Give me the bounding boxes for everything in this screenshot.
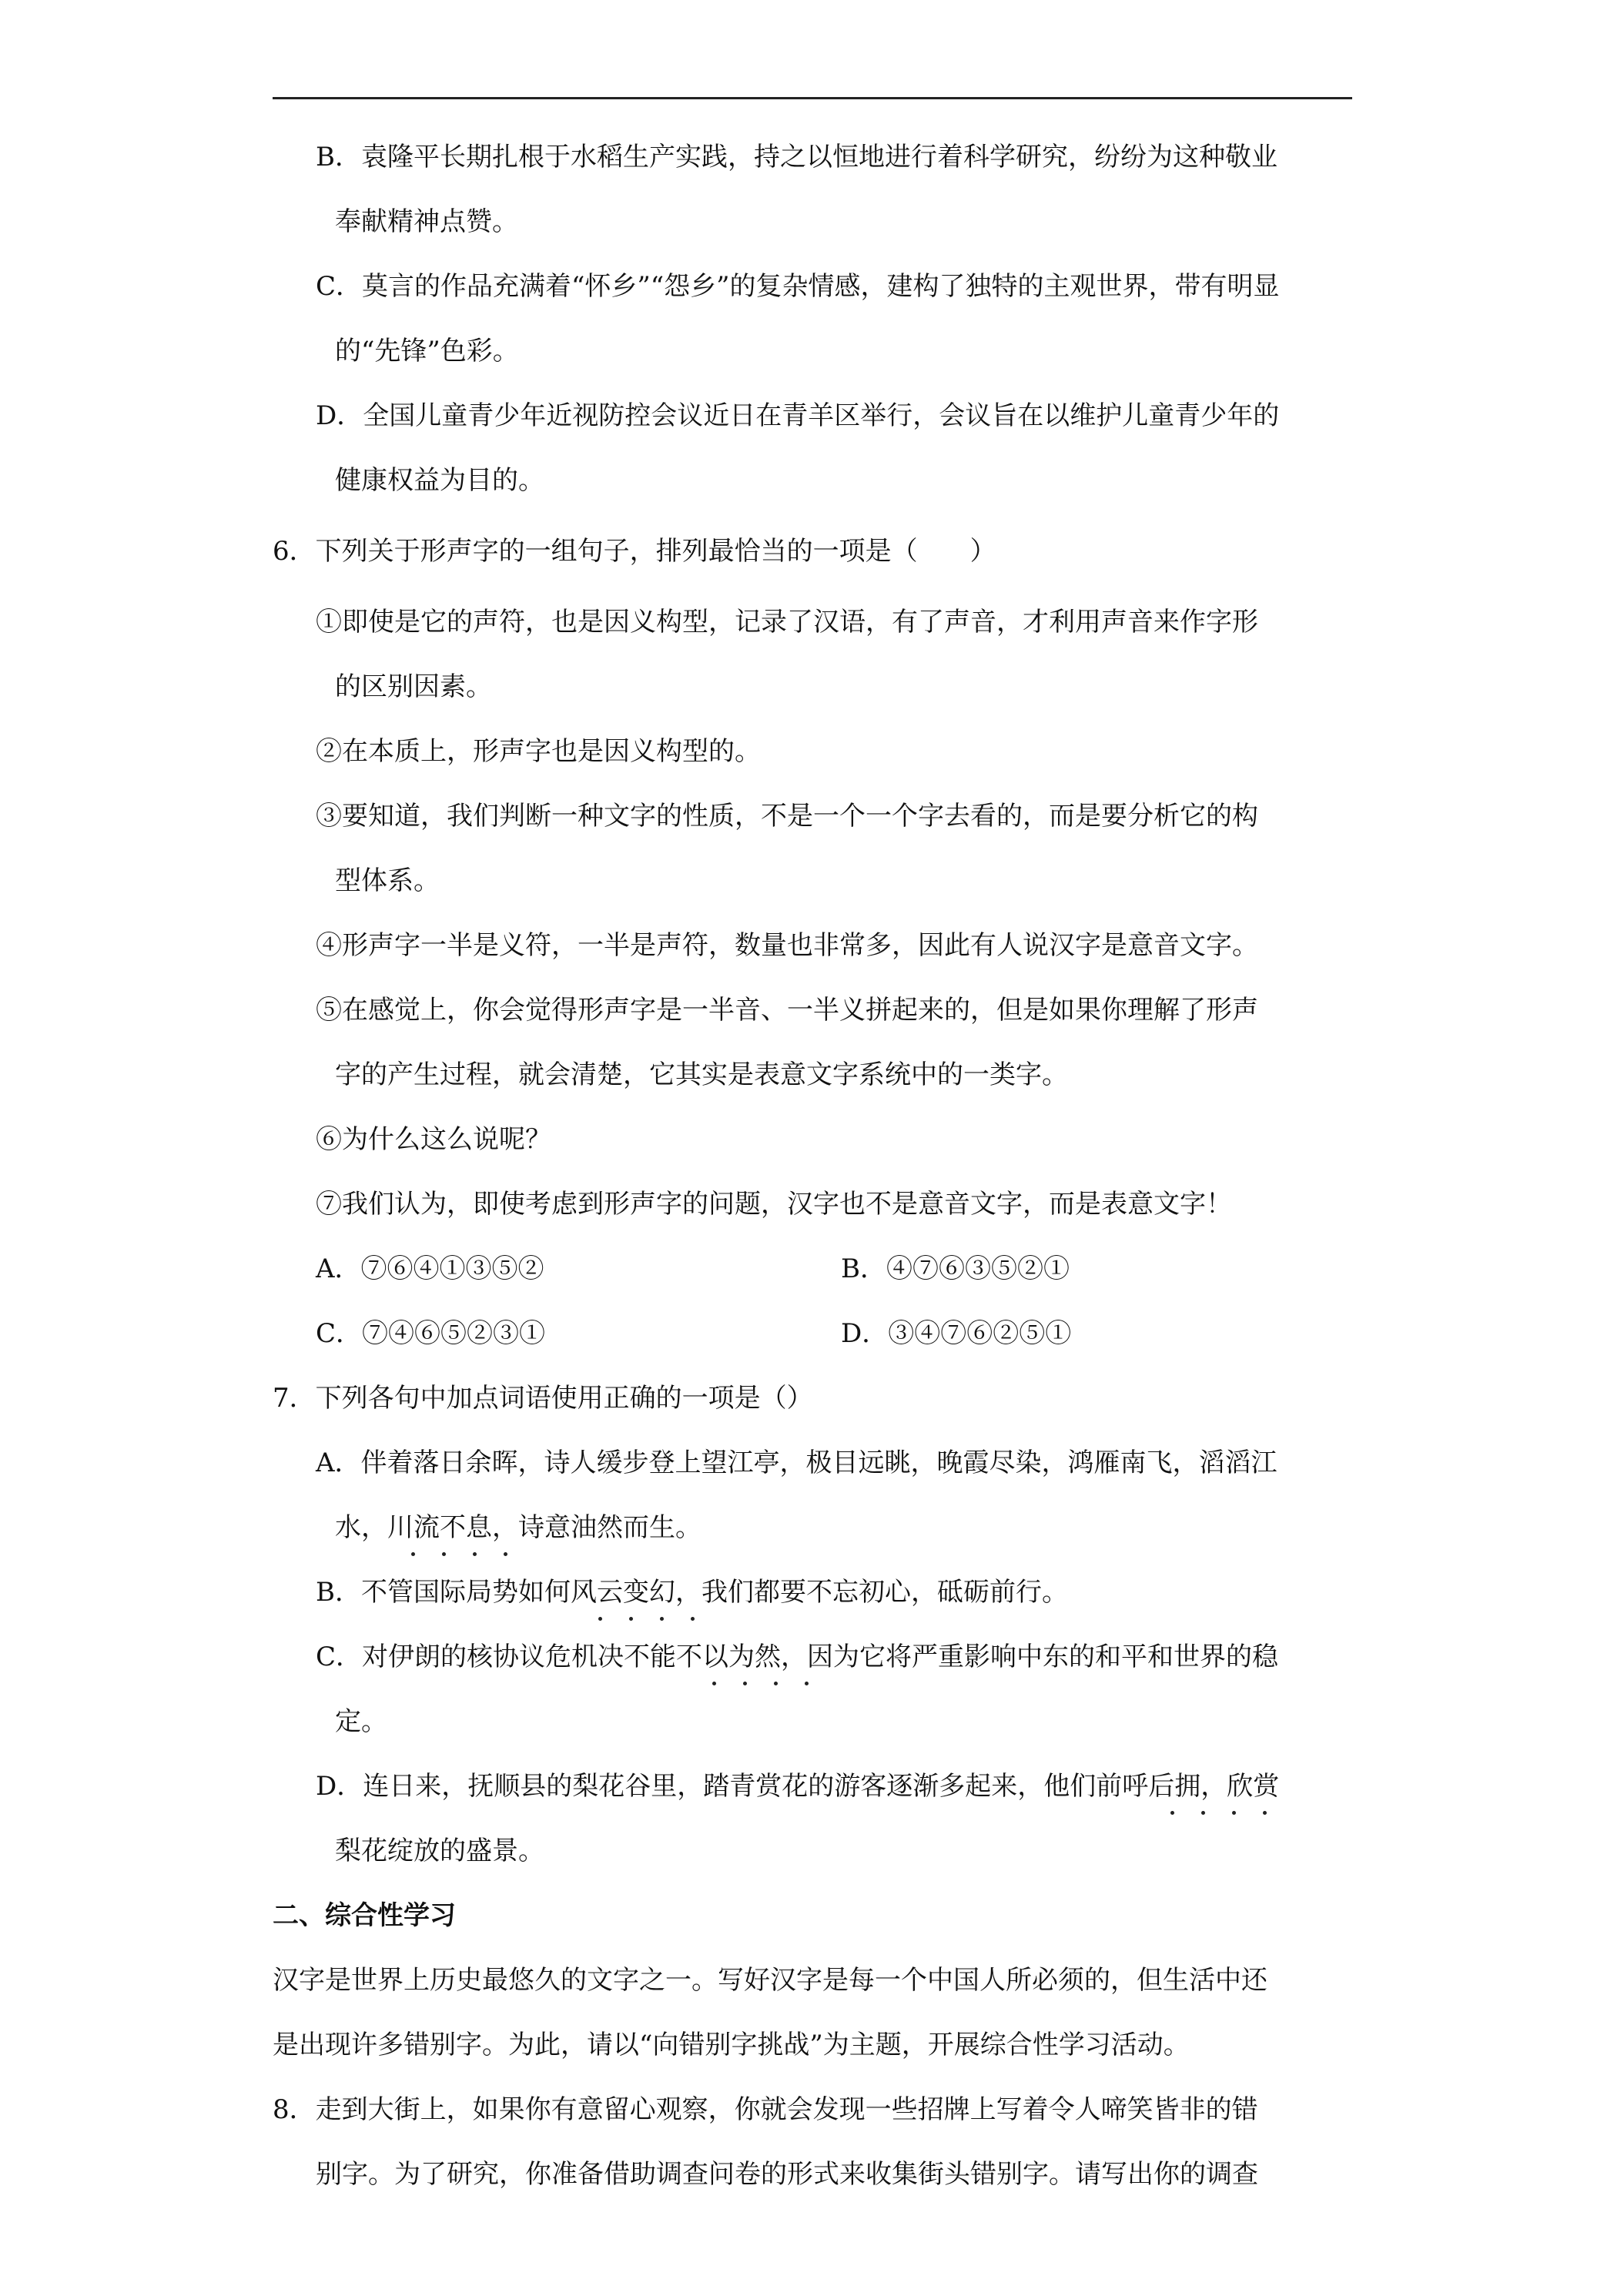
q6-sentence-2: ②在本质上，形声字也是因义构型的。 [316,736,761,767]
q5-option-b-line2: 奉献精神点赞。 [335,206,518,237]
section-2-intro-line1: 汉字是世界上历史最悠久的文字之一。写好汉字是每一个中国人所必须的，但生活中还 [273,1965,1267,1996]
header-rule [273,97,1352,99]
emphasis-dots-a [400,1552,523,1560]
emphasis-dots-b [587,1617,710,1625]
q6-option-b: B．④⑦⑥③⑤②① [841,1253,1070,1284]
q6-sentence-5-line1: ⑤在感觉上，你会觉得形声字是一半音、一半义拼起来的，但是如果你理解了形声 [316,995,1258,1026]
q7-option-a-line1: A．伴着落日余晖，诗人缓步登上望江亭，极目远眺，晚霞尽染，鸿雁南飞，滔滔江 [316,1448,1277,1478]
q7-option-d-line2: 梨花绽放的盛景。 [335,1836,544,1866]
q8-line1: 8．走到大街上，如果你有意留心观察，你就会发现一些招牌上写着令人啼笑皆非的错 [273,2094,1258,2125]
q7-option-b-line1: B．不管国际局势如何风云变幻，我们都要不忘初心，砥砺前行。 [316,1577,1068,1608]
q7-stem: 7．下列各句中加点词语使用正确的一项是（） [273,1383,813,1414]
q6-sentence-4: ④形声字一半是义符，一半是声符，数量也非常多，因此有人说汉字是意音文字。 [316,930,1258,961]
q5-option-b-line1: B．袁隆平长期扎根于水稻生产实践，持之以恒地进行着科学研究，纷纷为这种敬业 [316,142,1277,172]
section-2-heading: 二、综合性学习 [273,1900,456,1931]
q6-stem: 6．下列关于形声字的一组句子，排列最恰当的一项是（ ） [273,536,996,567]
q6-sentence-6: ⑥为什么这么说呢？ [316,1124,551,1155]
q6-option-d: D．③④⑦⑥②⑤① [841,1318,1072,1349]
q6-sentence-3-line2: 型体系。 [335,865,440,896]
q7-option-a-line2: 水，川流不息，诗意油然而生。 [335,1512,702,1543]
q7-option-d-line1: D．连日来，抚顺县的梨花谷里，踏青赏花的游客逐渐多起来，他们前呼后拥，欣赏 [316,1771,1280,1802]
emphasis-dots-d [1159,1811,1282,1819]
q6-sentence-7: ⑦我们认为，即使考虑到形声字的问题，汉字也不是意音文字，而是表意文字！ [316,1189,1232,1220]
q7-option-c-line1: C．对伊朗的核协议危机决不能不以为然，因为它将严重影响中东的和平和世界的稳 [316,1642,1279,1672]
q6-sentence-1-line2: 的区别因素。 [335,671,492,702]
q6-sentence-5-line2: 字的产生过程，就会清楚，它其实是表意文字系统中的一类字。 [335,1059,1068,1090]
q8-line2: 别字。为了研究，你准备借助调查问卷的形式来收集街头错别字。请写出你的调查 [316,2159,1258,2190]
emphasis-dots-c [701,1682,824,1689]
q5-option-d-line1: D．全国儿童青少年近视防控会议近日在青羊区举行，会议旨在以维护儿童青少年的 [316,400,1280,431]
q5-option-c-line1: C．莫言的作品充满着“怀乡”“怨乡”的复杂情感，建构了独特的主观世界，带有明显 [316,271,1280,302]
q6-option-a: A．⑦⑥④①③⑤② [316,1253,544,1284]
q5-option-c-line2: 的“先锋”色彩。 [335,336,519,366]
q6-option-c: C．⑦④⑥⑤②③① [316,1318,546,1349]
q5-option-d-line2: 健康权益为目的。 [335,465,544,496]
q6-sentence-3-line1: ③要知道，我们判断一种文字的性质，不是一个一个字去看的，而是要分析它的构 [316,801,1258,832]
section-2-intro-line2: 是出现许多错别字。为此，请以“向错别字挑战”为主题，开展综合性学习活动。 [273,2030,1190,2060]
q6-sentence-1-line1: ①即使是它的声符，也是因义构型，记录了汉语，有了声音，才利用声音来作字形 [316,607,1258,638]
q7-option-c-line2: 定。 [335,1706,387,1737]
